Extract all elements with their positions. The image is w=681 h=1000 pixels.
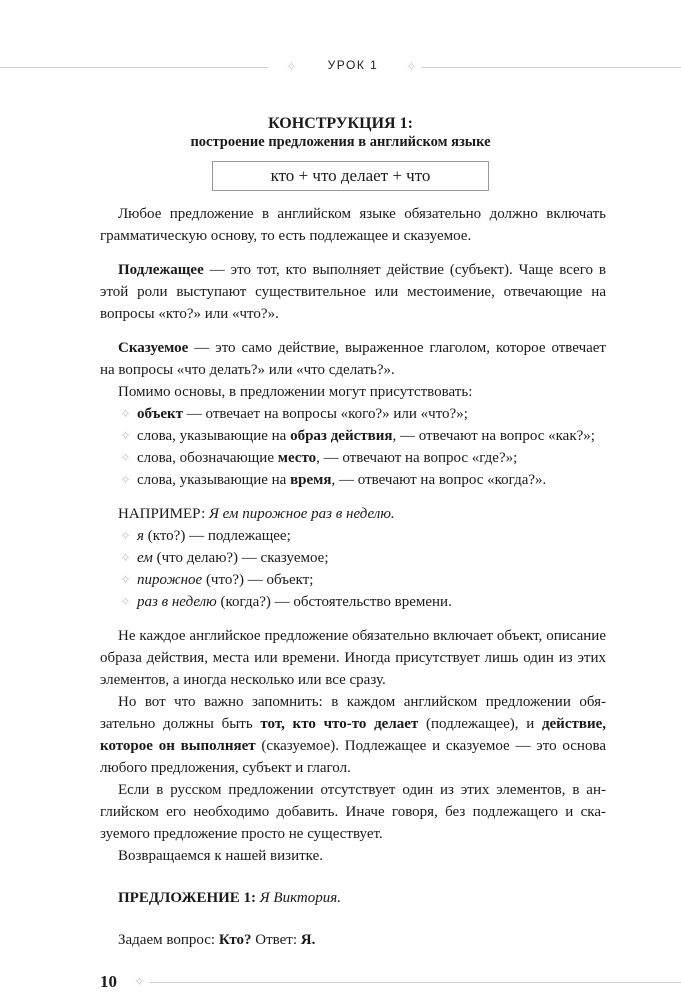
paragraph-text	[100, 845, 606, 867]
sparkle-bullet-icon: ✧	[120, 406, 131, 421]
paragraph	[100, 929, 606, 951]
paragraph-text	[100, 381, 606, 403]
running-head: УРОК 1	[327, 58, 379, 72]
text: НАПРИМЕР:	[118, 506, 209, 522]
text: Любое предложение в английском языке обязательно должно включать грамматическую основу, то есть подлежащее и сказуемое.	[100, 206, 606, 244]
text: (подлежащее), и	[418, 716, 542, 732]
italic-text: Я ем пирожное раз в неделю.	[209, 506, 395, 522]
construction-subtitle: построение предложения в английском языке	[190, 134, 491, 150]
paragraph-text	[100, 929, 606, 951]
paragraph	[100, 337, 606, 381]
text: (что делаю?) — сказуемое;	[152, 550, 329, 566]
paragraph	[100, 259, 606, 325]
bold-text: действие, которое он выполняет	[100, 716, 607, 754]
text: — это само действие, выраженное глаголом, которое отвечает на вопросы «что делать?» или «что сделать?».	[100, 340, 606, 378]
paragraph-text	[100, 691, 606, 779]
text: — это тот, кто выполняет действие (субъект). Чаще всего в этой роли выступают существительное или местоимение, отвечающие на вопросы «кто?» или «что?».	[100, 262, 606, 322]
sparkle-bullet-icon: ✧	[120, 528, 131, 543]
bold-text: объект	[137, 406, 184, 422]
sparkle-bullet-icon: ✧	[120, 594, 131, 609]
text: , — отвечают на вопрос «как?»;	[392, 428, 595, 444]
text: Помимо основы, в предложении могут присутствовать:	[118, 384, 473, 400]
paragraph-text	[100, 337, 606, 381]
sparkle-bullet-icon: ✧	[120, 428, 131, 443]
page-number: 10	[100, 972, 117, 991]
italic-text: раз в неделю	[137, 594, 217, 610]
bullet-list	[100, 403, 606, 491]
header-rule-left	[0, 67, 268, 68]
text: , — отвечают на вопрос «где?»;	[316, 450, 518, 466]
paragraph-text	[100, 625, 606, 691]
bold-text: образ действия	[290, 428, 393, 444]
list	[100, 525, 606, 613]
list-item	[100, 447, 606, 469]
text: слова, указывающие на	[137, 428, 291, 444]
list-item	[100, 591, 606, 613]
text: Не каждое английское предложение обязательно включает объект, описание образа действия, места или времени. Иногда присутствует лишь один из этих элементов, а иногда несколько или все сразу.	[100, 628, 606, 688]
paragraph-text	[100, 779, 606, 845]
paragraph-text	[100, 887, 606, 909]
paragraph-text	[100, 503, 606, 525]
bold-text: Сказуемое	[118, 340, 189, 356]
paragraph	[100, 887, 606, 909]
bold-text: Кто?	[218, 932, 252, 948]
construction-title: КОНСТРУКЦИЯ 1:	[268, 115, 413, 132]
text: слова, обозначающие	[137, 450, 278, 466]
bullet-list	[100, 525, 606, 613]
paragraph	[100, 203, 606, 247]
sparkle-icon: ✧	[134, 974, 145, 989]
bold-text: Подлежащее	[118, 262, 204, 278]
italic-text: я	[137, 528, 144, 544]
text: Возвращаемся к нашей визитке.	[118, 848, 323, 864]
text: (что?) — объект;	[202, 572, 314, 588]
header-rule-right	[422, 67, 681, 68]
list	[100, 403, 606, 491]
text: Ответ:	[251, 932, 301, 948]
paragraph	[100, 381, 606, 403]
sparkle-icon: ✧	[286, 59, 297, 74]
text: (сказуемое). Подлежащее и сказуемое — это основа любого предложения, субъект и глагол.	[100, 738, 606, 776]
page-footer	[100, 971, 606, 995]
list-item	[100, 547, 606, 569]
paragraph	[100, 691, 606, 779]
text: , — отвечают на вопрос «когда?».	[331, 472, 547, 488]
list-item	[100, 469, 606, 491]
footer-rule	[150, 982, 681, 983]
text: Если в русском предложении отсутствует один из этих элементов, в английском его необходимо добавить. Иначе говоря, без подлежащего и сказуемого предложение просто не существует.	[100, 782, 606, 842]
bold-text: время	[290, 472, 332, 488]
paragraph	[100, 503, 606, 525]
list-item	[100, 569, 606, 591]
bold-text: место	[277, 450, 317, 466]
sparkle-bullet-icon: ✧	[120, 572, 131, 587]
bold-text: Я.	[300, 932, 316, 948]
sparkle-bullet-icon: ✧	[120, 472, 131, 487]
text: Задаем вопрос:	[118, 932, 219, 948]
text: Но вот что важно запомнить: в каждом английском предложении обязательно должны быть	[100, 694, 606, 732]
italic-text: ем	[137, 550, 153, 566]
sparkle-bullet-icon: ✧	[120, 550, 131, 565]
text: — отвечает на вопросы «кого?» или «что?»;	[183, 406, 468, 422]
list-item	[100, 425, 606, 447]
paragraph-text	[100, 259, 606, 325]
text: (кто?) — подлежащее;	[143, 528, 291, 544]
sparkle-icon: ✧	[406, 59, 417, 74]
list-item	[100, 403, 606, 425]
paragraph	[100, 625, 606, 691]
bold-text: тот, кто что-то делает	[260, 716, 419, 732]
sparkle-bullet-icon: ✧	[120, 450, 131, 465]
paragraph	[100, 845, 606, 867]
paragraph	[100, 779, 606, 845]
text: слова, указывающие на	[137, 472, 291, 488]
body-text	[100, 203, 606, 995]
paragraph-text	[100, 203, 606, 247]
italic-text: пирожное	[137, 572, 203, 588]
italic-text: Я Виктория.	[259, 890, 341, 906]
text: (когда?) — обстоятельство времени.	[216, 594, 452, 610]
formula-box: кто + что делает + что	[212, 161, 489, 191]
list-item	[100, 525, 606, 547]
bold-text: ПРЕДЛОЖЕНИЕ 1:	[118, 890, 257, 906]
